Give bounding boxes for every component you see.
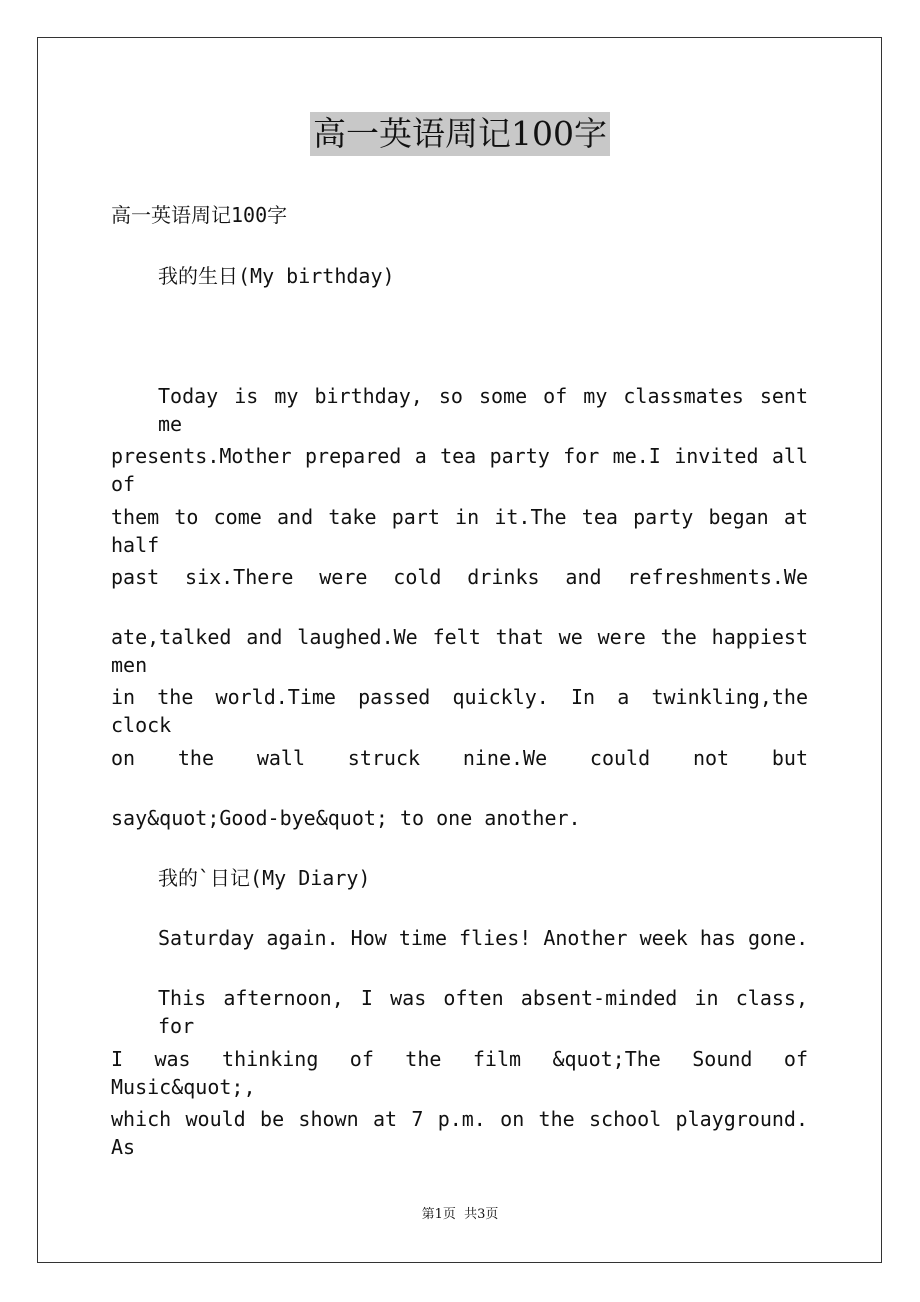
document-subtitle: 高一英语周记100字	[111, 203, 288, 227]
paragraph1-line-4: past six.There were cold drinks and refreshments.We	[111, 565, 808, 589]
paragraph2: Saturday again. How time flies! Another week has gone.	[158, 926, 809, 950]
document-title	[0, 112, 920, 156]
page-footer: 第1页 共3页	[421, 1207, 499, 1222]
paragraph3-line-2: I was thinking of the film &quot;The Sound of Music&quot;,	[111, 1047, 808, 1099]
document-title-text: 高一英语周记100字	[310, 112, 610, 156]
paragraph3-line-3: which would be shown at 7 p.m. on the school playground. As	[111, 1107, 808, 1159]
paragraph3-line-1: This afternoon, I was often absent-minded in class, for	[158, 986, 808, 1038]
section-heading-birthday: 我的生日(My birthday)	[158, 264, 395, 288]
paragraph1-line-2: presents.Mother prepared a tea party for me.I invited all of	[111, 444, 808, 496]
paragraph1-line-6: in the world.Time passed quickly. In a twinkling,the clock	[111, 685, 808, 737]
paragraph1-line-3: them to come and take part in it.The tea party began at half	[111, 505, 808, 557]
section-heading-diary: 我的`日记(My Diary)	[158, 866, 371, 890]
paragraph1-line-7: on the wall struck nine.We could not but	[111, 746, 808, 770]
paragraph1-line-1: Today is my birthday, so some of my classmates sent me	[158, 384, 808, 436]
paragraph1-line-5: ate,talked and laughed.We felt that we were the happiest men	[111, 625, 808, 677]
paragraph1-line-8: say&quot;Good-bye&quot; to one another.	[111, 806, 581, 830]
